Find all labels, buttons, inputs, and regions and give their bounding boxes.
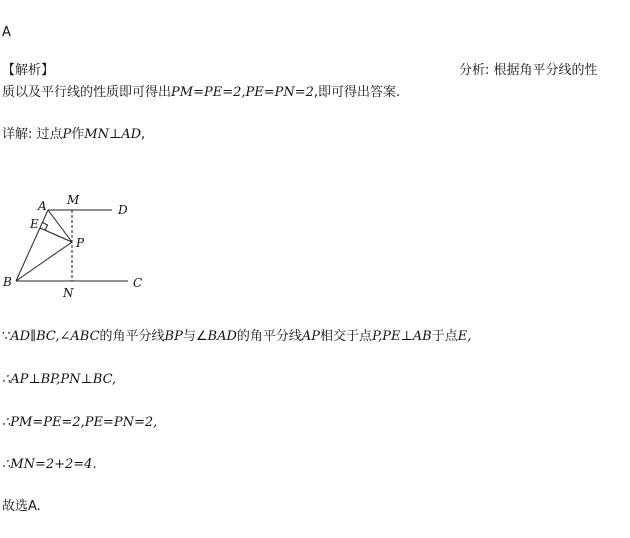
step1-expr4: AP [301, 329, 321, 344]
label-m: M [67, 193, 80, 207]
analysis-title: 【解析】 [2, 63, 55, 78]
step1-t1: 的角平分线 [99, 329, 165, 344]
geometry-figure [0, 192, 160, 304]
step1-t4: 相交于点 [320, 329, 373, 344]
label-b: B [3, 275, 12, 289]
label-n: N [63, 286, 74, 300]
step1-expr5: P,PE⊥AB [372, 329, 432, 344]
step1-t2: 与∠ [182, 329, 208, 344]
step1-expr1: AD∥BC,∠ABC [10, 329, 100, 344]
detail-comma: , [141, 127, 146, 142]
detail-point-p: P [62, 127, 72, 142]
step1-expr6: E, [457, 329, 472, 344]
step1-expr2: BP [164, 329, 183, 344]
step-3: ∴PM=PE=2,PE=PN=2, [2, 415, 158, 430]
analysis-cont: 质以及平行线的性质即可得出 [2, 85, 172, 100]
answer-letter: A [2, 25, 11, 40]
detail-line-expr: MN⊥AD [84, 127, 142, 142]
label-a: A [38, 199, 47, 213]
analysis-lead: 分析: 根据角平分线的性 [459, 63, 598, 78]
step-1 [2, 328, 471, 346]
step1-pre: ∵ [2, 329, 11, 344]
analysis-line-2 [2, 84, 400, 102]
label-d: D [118, 203, 128, 217]
step-4: ∴MN=2+2=4. [2, 457, 97, 472]
label-p: P [76, 236, 85, 250]
label-e: E [30, 217, 39, 231]
step-2: ∴AP⊥BP,PN⊥BC, [2, 372, 117, 387]
detail-line [2, 126, 145, 144]
step5-text: 故选 [2, 499, 29, 514]
detail-lead: 详解: 过点 [2, 127, 63, 142]
step1-t5: 于点 [431, 329, 458, 344]
step1-expr3: BAD [207, 329, 237, 344]
step5-letter: A. [28, 499, 41, 514]
detail-make: 作 [71, 127, 85, 142]
analysis-tail: ,即可得出答案. [313, 85, 401, 100]
analysis-formula: PM=PE=2,PE=PN=2 [171, 85, 314, 100]
label-c: C [133, 276, 143, 290]
step1-t3: 的角平分线 [236, 329, 302, 344]
step-5 [2, 498, 41, 516]
